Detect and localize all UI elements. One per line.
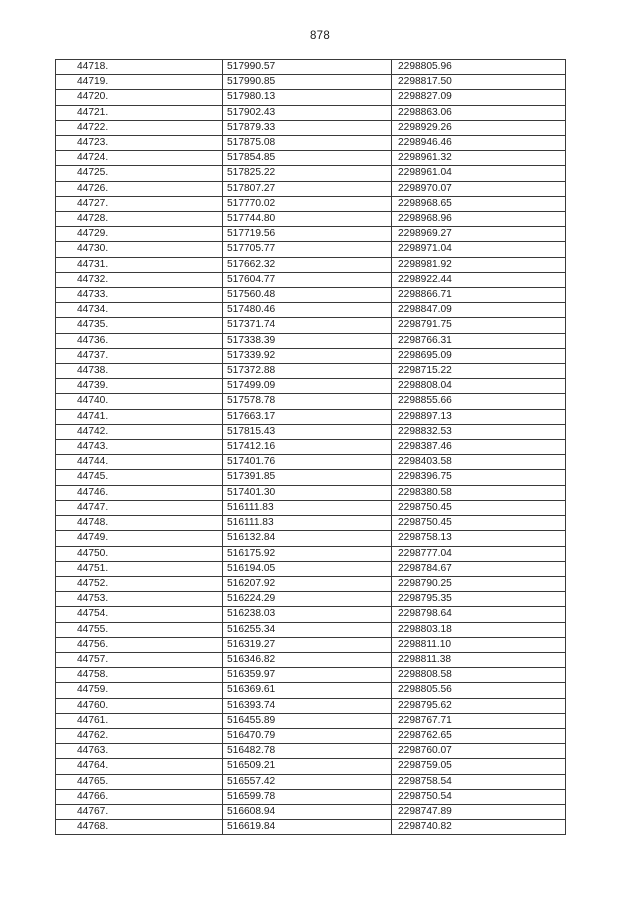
y-coordinate-cell: 2298750.54	[392, 789, 566, 804]
y-coordinate-cell: 2298403.58	[392, 455, 566, 470]
y-coordinate-cell: 2298784.67	[392, 561, 566, 576]
x-coordinate-cell: 517990.85	[223, 75, 392, 90]
point-number-cell: 44762.	[56, 728, 223, 743]
y-coordinate-cell: 2298969.27	[392, 227, 566, 242]
x-coordinate-cell: 516194.05	[223, 561, 392, 576]
y-coordinate-cell: 2298946.46	[392, 136, 566, 151]
x-coordinate-cell: 516619.84	[223, 820, 392, 835]
x-coordinate-cell: 517371.74	[223, 318, 392, 333]
point-number-cell: 44751.	[56, 561, 223, 576]
x-coordinate-cell: 516509.21	[223, 759, 392, 774]
coordinates-table	[55, 59, 566, 835]
y-coordinate-cell: 2298968.65	[392, 196, 566, 211]
y-coordinate-cell: 2298897.13	[392, 409, 566, 424]
table-row	[56, 90, 566, 105]
table-row	[56, 227, 566, 242]
point-number-cell: 44765.	[56, 774, 223, 789]
y-coordinate-cell: 2298760.07	[392, 744, 566, 759]
table-row	[56, 348, 566, 363]
x-coordinate-cell: 516470.79	[223, 728, 392, 743]
y-coordinate-cell: 2298747.89	[392, 804, 566, 819]
x-coordinate-cell: 517980.13	[223, 90, 392, 105]
x-coordinate-cell: 516455.89	[223, 713, 392, 728]
x-coordinate-cell: 516369.61	[223, 683, 392, 698]
x-coordinate-cell: 516111.83	[223, 500, 392, 515]
point-number-cell: 44750.	[56, 546, 223, 561]
table-row	[56, 60, 566, 75]
y-coordinate-cell: 2298759.05	[392, 759, 566, 774]
x-coordinate-cell: 516599.78	[223, 789, 392, 804]
point-number-cell: 44755.	[56, 622, 223, 637]
table-row	[56, 804, 566, 819]
x-coordinate-cell: 516207.92	[223, 576, 392, 591]
table-row	[56, 333, 566, 348]
table-row	[56, 728, 566, 743]
y-coordinate-cell: 2298922.44	[392, 272, 566, 287]
point-number-cell: 44748.	[56, 516, 223, 531]
table-row	[56, 242, 566, 257]
table-row	[56, 592, 566, 607]
x-coordinate-cell: 517604.77	[223, 272, 392, 287]
x-coordinate-cell: 517875.08	[223, 136, 392, 151]
y-coordinate-cell: 2298811.10	[392, 637, 566, 652]
y-coordinate-cell: 2298817.50	[392, 75, 566, 90]
y-coordinate-cell: 2298803.18	[392, 622, 566, 637]
y-coordinate-cell: 2298961.32	[392, 151, 566, 166]
y-coordinate-cell: 2298396.75	[392, 470, 566, 485]
x-coordinate-cell: 516346.82	[223, 652, 392, 667]
point-number-cell: 44768.	[56, 820, 223, 835]
point-number-cell: 44722.	[56, 120, 223, 135]
x-coordinate-cell: 516175.92	[223, 546, 392, 561]
x-coordinate-cell: 517499.09	[223, 379, 392, 394]
x-coordinate-cell: 517401.76	[223, 455, 392, 470]
table-row	[56, 500, 566, 515]
y-coordinate-cell: 2298758.13	[392, 531, 566, 546]
point-number-cell: 44729.	[56, 227, 223, 242]
x-coordinate-cell: 517560.48	[223, 288, 392, 303]
y-coordinate-cell: 2298795.35	[392, 592, 566, 607]
x-coordinate-cell: 516111.83	[223, 516, 392, 531]
point-number-cell: 44736.	[56, 333, 223, 348]
table-row	[56, 698, 566, 713]
y-coordinate-cell: 2298827.09	[392, 90, 566, 105]
table-row	[56, 212, 566, 227]
table-row	[56, 820, 566, 835]
x-coordinate-cell: 516608.94	[223, 804, 392, 819]
y-coordinate-cell: 2298866.71	[392, 288, 566, 303]
page-number: 878	[309, 30, 331, 42]
point-number-cell: 44730.	[56, 242, 223, 257]
table-row	[56, 288, 566, 303]
table-row	[56, 272, 566, 287]
table-row	[56, 516, 566, 531]
point-number-cell: 44732.	[56, 272, 223, 287]
y-coordinate-cell: 2298847.09	[392, 303, 566, 318]
table-row	[56, 394, 566, 409]
table-row	[56, 652, 566, 667]
x-coordinate-cell: 517705.77	[223, 242, 392, 257]
point-number-cell: 44767.	[56, 804, 223, 819]
x-coordinate-cell: 516482.78	[223, 744, 392, 759]
table-row	[56, 485, 566, 500]
x-coordinate-cell: 517879.33	[223, 120, 392, 135]
table-row	[56, 151, 566, 166]
x-coordinate-cell: 517770.02	[223, 196, 392, 211]
x-coordinate-cell: 516359.97	[223, 668, 392, 683]
point-number-cell: 44753.	[56, 592, 223, 607]
table-row	[56, 196, 566, 211]
y-coordinate-cell: 2298387.46	[392, 440, 566, 455]
x-coordinate-cell: 516319.27	[223, 637, 392, 652]
y-coordinate-cell: 2298758.54	[392, 774, 566, 789]
x-coordinate-cell: 517807.27	[223, 181, 392, 196]
table-row	[56, 181, 566, 196]
x-coordinate-cell: 517338.39	[223, 333, 392, 348]
table-row	[56, 409, 566, 424]
y-coordinate-cell: 2298855.66	[392, 394, 566, 409]
point-number-cell: 44718.	[56, 60, 223, 75]
x-coordinate-cell: 516238.03	[223, 607, 392, 622]
point-number-cell: 44763.	[56, 744, 223, 759]
point-number-cell: 44760.	[56, 698, 223, 713]
y-coordinate-cell: 2298777.04	[392, 546, 566, 561]
y-coordinate-cell: 2298811.38	[392, 652, 566, 667]
x-coordinate-cell: 516224.29	[223, 592, 392, 607]
point-number-cell: 44766.	[56, 789, 223, 804]
point-number-cell: 44746.	[56, 485, 223, 500]
point-number-cell: 44737.	[56, 348, 223, 363]
point-number-cell: 44739.	[56, 379, 223, 394]
point-number-cell: 44721.	[56, 105, 223, 120]
point-number-cell: 44731.	[56, 257, 223, 272]
point-number-cell: 44733.	[56, 288, 223, 303]
table-row	[56, 470, 566, 485]
table-row	[56, 759, 566, 774]
x-coordinate-cell: 517401.30	[223, 485, 392, 500]
x-coordinate-cell: 517719.56	[223, 227, 392, 242]
point-number-cell: 44720.	[56, 90, 223, 105]
x-coordinate-cell: 516393.74	[223, 698, 392, 713]
point-number-cell: 44764.	[56, 759, 223, 774]
y-coordinate-cell: 2298981.92	[392, 257, 566, 272]
x-coordinate-cell: 516557.42	[223, 774, 392, 789]
point-number-cell: 44724.	[56, 151, 223, 166]
table-row	[56, 668, 566, 683]
x-coordinate-cell: 517902.43	[223, 105, 392, 120]
y-coordinate-cell: 2298805.56	[392, 683, 566, 698]
point-number-cell: 44741.	[56, 409, 223, 424]
table-row	[56, 774, 566, 789]
y-coordinate-cell: 2298798.64	[392, 607, 566, 622]
y-coordinate-cell: 2298863.06	[392, 105, 566, 120]
table-row	[56, 136, 566, 151]
x-coordinate-cell: 517663.17	[223, 409, 392, 424]
x-coordinate-cell: 516255.34	[223, 622, 392, 637]
y-coordinate-cell: 2298968.96	[392, 212, 566, 227]
point-number-cell: 44734.	[56, 303, 223, 318]
y-coordinate-cell: 2298929.26	[392, 120, 566, 135]
table-row	[56, 166, 566, 181]
point-number-cell: 44723.	[56, 136, 223, 151]
y-coordinate-cell: 2298790.25	[392, 576, 566, 591]
coordinates-table-body	[56, 60, 566, 835]
point-number-cell: 44725.	[56, 166, 223, 181]
y-coordinate-cell: 2298380.58	[392, 485, 566, 500]
point-number-cell: 44726.	[56, 181, 223, 196]
x-coordinate-cell: 517662.32	[223, 257, 392, 272]
point-number-cell: 44749.	[56, 531, 223, 546]
table-row	[56, 683, 566, 698]
y-coordinate-cell: 2298808.04	[392, 379, 566, 394]
table-row	[56, 455, 566, 470]
y-coordinate-cell: 2298971.04	[392, 242, 566, 257]
table-row	[56, 75, 566, 90]
x-coordinate-cell: 517854.85	[223, 151, 392, 166]
point-number-cell: 44759.	[56, 683, 223, 698]
y-coordinate-cell: 2298805.96	[392, 60, 566, 75]
table-row	[56, 424, 566, 439]
point-number-cell: 44757.	[56, 652, 223, 667]
point-number-cell: 44727.	[56, 196, 223, 211]
table-row	[56, 318, 566, 333]
table-row	[56, 531, 566, 546]
x-coordinate-cell: 516132.84	[223, 531, 392, 546]
x-coordinate-cell: 517744.80	[223, 212, 392, 227]
table-row	[56, 379, 566, 394]
point-number-cell: 44743.	[56, 440, 223, 455]
point-number-cell: 44742.	[56, 424, 223, 439]
table-row	[56, 637, 566, 652]
table-row	[56, 257, 566, 272]
y-coordinate-cell: 2298795.62	[392, 698, 566, 713]
x-coordinate-cell: 517372.88	[223, 364, 392, 379]
point-number-cell: 44719.	[56, 75, 223, 90]
point-number-cell: 44728.	[56, 212, 223, 227]
y-coordinate-cell: 2298695.09	[392, 348, 566, 363]
table-row	[56, 561, 566, 576]
x-coordinate-cell: 517391.85	[223, 470, 392, 485]
y-coordinate-cell: 2298715.22	[392, 364, 566, 379]
y-coordinate-cell: 2298766.31	[392, 333, 566, 348]
point-number-cell: 44756.	[56, 637, 223, 652]
y-coordinate-cell: 2298750.45	[392, 500, 566, 515]
x-coordinate-cell: 517412.16	[223, 440, 392, 455]
table-row	[56, 120, 566, 135]
x-coordinate-cell: 517339.92	[223, 348, 392, 363]
x-coordinate-cell: 517825.22	[223, 166, 392, 181]
y-coordinate-cell: 2298791.75	[392, 318, 566, 333]
y-coordinate-cell: 2298740.82	[392, 820, 566, 835]
point-number-cell: 44738.	[56, 364, 223, 379]
point-number-cell: 44758.	[56, 668, 223, 683]
table-row	[56, 789, 566, 804]
table-row	[56, 607, 566, 622]
point-number-cell: 44740.	[56, 394, 223, 409]
y-coordinate-cell: 2298750.45	[392, 516, 566, 531]
table-row	[56, 440, 566, 455]
x-coordinate-cell: 517990.57	[223, 60, 392, 75]
table-row	[56, 576, 566, 591]
table-row	[56, 546, 566, 561]
point-number-cell: 44754.	[56, 607, 223, 622]
point-number-cell: 44747.	[56, 500, 223, 515]
point-number-cell: 44761.	[56, 713, 223, 728]
point-number-cell: 44752.	[56, 576, 223, 591]
x-coordinate-cell: 517815.43	[223, 424, 392, 439]
y-coordinate-cell: 2298832.53	[392, 424, 566, 439]
table-row	[56, 713, 566, 728]
x-coordinate-cell: 517480.46	[223, 303, 392, 318]
table-row	[56, 364, 566, 379]
y-coordinate-cell: 2298762.65	[392, 728, 566, 743]
x-coordinate-cell: 517578.78	[223, 394, 392, 409]
y-coordinate-cell: 2298961.04	[392, 166, 566, 181]
table-row	[56, 303, 566, 318]
y-coordinate-cell: 2298767.71	[392, 713, 566, 728]
point-number-cell: 44744.	[56, 455, 223, 470]
table-row	[56, 622, 566, 637]
table-row	[56, 105, 566, 120]
point-number-cell: 44745.	[56, 470, 223, 485]
point-number-cell: 44735.	[56, 318, 223, 333]
table-row	[56, 744, 566, 759]
y-coordinate-cell: 2298808.58	[392, 668, 566, 683]
y-coordinate-cell: 2298970.07	[392, 181, 566, 196]
